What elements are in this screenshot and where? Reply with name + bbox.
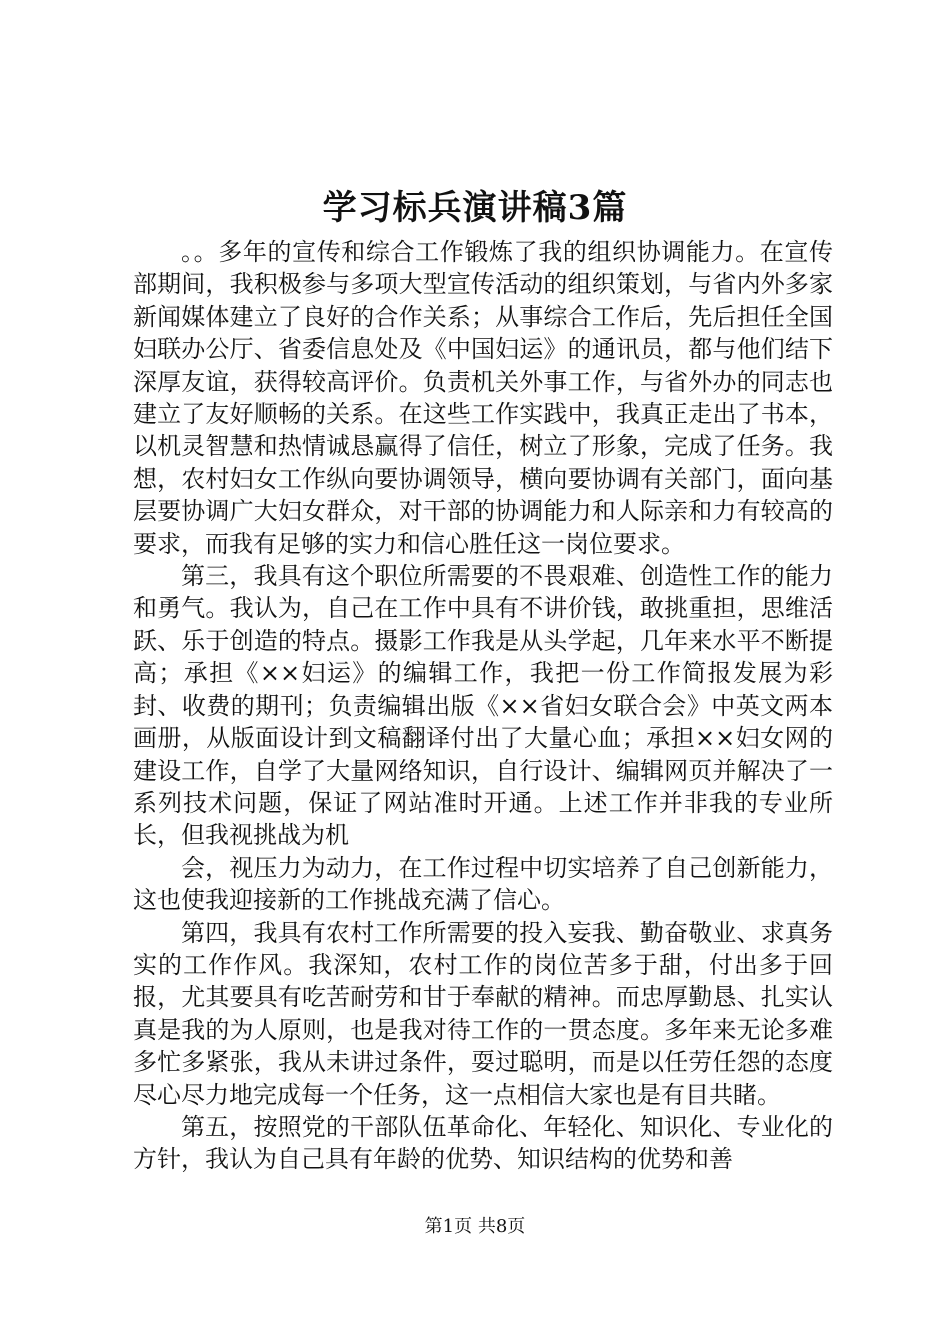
paragraph-third-point: 第三，我具有这个职位所需要的不畏艰难、创造性工作的能力和勇气。我认为，自己在工作中具有不讲价钱，敢挑重担，思维活跃、乐于创造的特点。摄影工作我是从头学起，几年来水平不断提高；承担《××妇运》的编辑工作，我把一份工作简报发展为彩封、收费的期刊；负责编辑出版《××省妇女联合会》中英文两本画册，从版面设计到文稿翻译付出了大量心血；承担××妇女网的建设工作，自学了大量网络知识，自行设计、编辑网页并解决了一系列技术问题，保证了网站准时开通。上述工作并非我的专业所长，但我视挑战为机 (133, 562, 833, 850)
document-body (133, 236, 833, 1176)
page-number-footer: 第1页 共8页 (424, 1216, 526, 1237)
paragraph-coordination: 。。多年的宣传和综合工作锻炼了我的组织协调能力。在宣传部期间，我积极参与多项大型宣传活动的组织策划，与省内外多家新闻媒体建立了良好的合作关系；从事综合工作后，先后担任全国妇联办公厅、省委信息处及《中国妇运》的通讯员，都与他们结下深厚友谊，获得较高评价。负责机关外事工作，与省外办的同志也建立了友好顺畅的关系。在这些工作实践中，我真正走出了书本，以机灵智慧和热情诚恳赢得了信任，树立了形象，完成了任务。我想，农村妇女工作纵向要协调领导，横向要协调有关部门，面向基层要协调广大妇女群众，对干部的协调能力和人际亲和力有较高的要求，而我有足够的实力和信心胜任这一岗位要求。 (133, 238, 833, 558)
paragraph-fifth-point: 第五，按照党的干部队伍革命化、年轻化、知识化、专业化的方针，我认为自己具有年龄的优势、知识结构的优势和善 (133, 1112, 833, 1174)
paragraph-third-point-continued: 会，视压力为动力，在工作过程中切实培养了自己创新能力，这也使我迎接新的工作挑战充满了信心。 (133, 853, 833, 915)
paragraph-fourth-point: 第四，我具有农村工作所需要的投入妄我、勤奋敬业、求真务实的工作作风。我深知，农村工作的岗位苦多于甜，付出多于回报，尤其要具有吃苦耐劳和甘于奉献的精神。而忠厚勤恳、扎实认真是我的为人原则，也是我对待工作的一贯态度。多年来无论多难多忙多紧张，我从未讲过条件，耍过聪明，而是以任劳任怨的态度尽心尽力地完成每一个任务，这一点相信大家也是有目共睹。 (133, 918, 833, 1109)
document-title: 学习标兵演讲稿3篇 (322, 188, 628, 228)
